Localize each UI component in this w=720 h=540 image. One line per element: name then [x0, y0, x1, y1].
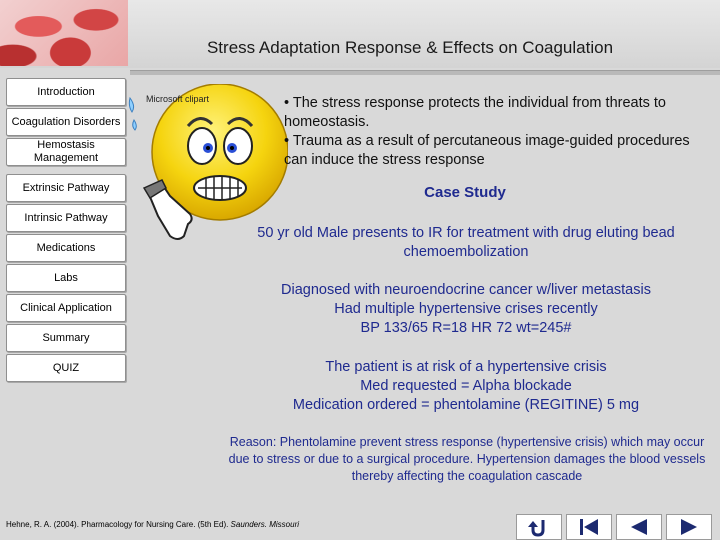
return-icon	[526, 517, 552, 537]
intro-bullets	[284, 94, 704, 170]
nav-quiz-button[interactable]: QUIZ	[6, 354, 126, 382]
next-slide-icon	[676, 517, 702, 537]
nav-clinical-application-button[interactable]: Clinical Application	[6, 294, 126, 322]
clipart-caption: Microsoft clipart	[146, 94, 210, 104]
case-paragraph-2	[228, 281, 704, 338]
return-button[interactable]	[516, 514, 562, 540]
scared-face-clipart	[128, 84, 288, 244]
citation-text: Hehne, R. A. (2004). Pharmacology for Nursing Care. (5th Ed).	[6, 520, 231, 529]
bullet-item: • The stress response protects the individual from threats to homeostasis.	[284, 95, 666, 130]
case-line: Diagnosed with neuroendocrine cancer w/liver metastasis	[281, 282, 651, 298]
previous-slide-button[interactable]	[616, 514, 662, 540]
case-line: Med requested = Alpha blockade	[360, 378, 572, 394]
nav-hemostasis-management-button[interactable]: Hemostasis Management	[6, 138, 126, 166]
nav-introduction-button[interactable]: Introduction	[6, 78, 126, 106]
citation	[6, 520, 299, 529]
case-study-title: Case Study	[424, 184, 506, 201]
case-line: Medication ordered = phentolamine (REGITINE) 5 mg	[292, 397, 640, 413]
nav-intrinsic-pathway-button[interactable]: Intrinsic Pathway	[6, 204, 126, 232]
nav-labs-button[interactable]: Labs	[6, 264, 126, 292]
slide-controls	[516, 514, 720, 540]
case-line: Had multiple hypertensive crises recently	[334, 301, 598, 317]
nav-summary-button[interactable]: Summary	[6, 324, 126, 352]
nav-extrinsic-pathway-button[interactable]: Extrinsic Pathway	[6, 174, 126, 202]
nav-medications-button[interactable]: Medications	[6, 234, 126, 262]
case-paragraph-3	[228, 358, 704, 415]
blood-cells-image	[0, 0, 128, 66]
nav-coagulation-disorders-button[interactable]: Coagulation Disorders	[6, 108, 126, 136]
case-line: The patient is at risk of a hypertensive crisis	[325, 359, 607, 375]
case-paragraph-1: 50 yr old Male presents to IR for treatment with drug eluting bead chemoembolization	[257, 225, 675, 260]
slide-title: Stress Adaptation Response & Effects on Coagulation	[206, 38, 614, 57]
previous-slide-icon	[626, 517, 652, 537]
reason-text: Reason: Phentolamine prevent stress response (hypertensive crisis) which may occur due to stress or due to a surgical procedure. Hypertension damages the blood vessels thereby affecting the coagulation cascade	[228, 435, 706, 483]
first-slide-button[interactable]	[566, 514, 612, 540]
citation-publisher: Saunders. Missouri	[230, 520, 300, 529]
bullet-item: • Trauma as a result of percutaneous image-guided procedures can induce the stress response	[284, 133, 690, 168]
case-line: BP 133/65 R=18 HR 72 wt=245#	[360, 320, 572, 336]
next-slide-button[interactable]	[666, 514, 712, 540]
first-slide-icon	[576, 517, 602, 537]
header-divider	[130, 70, 720, 75]
